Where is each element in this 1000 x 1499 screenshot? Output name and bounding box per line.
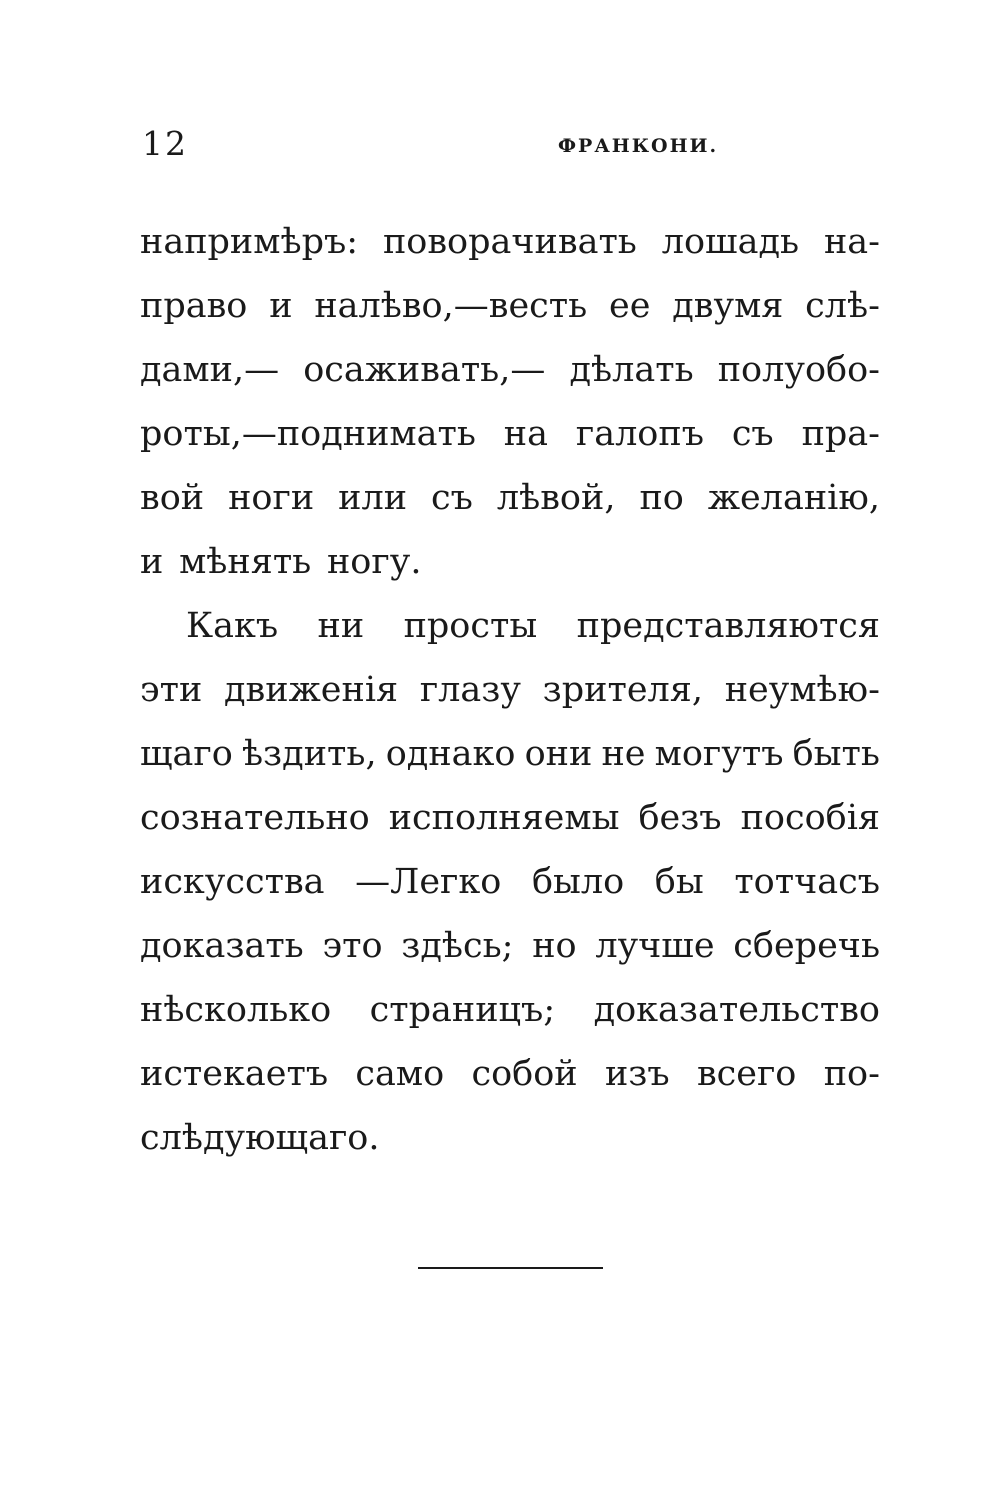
word: ноги <box>228 478 315 518</box>
word: или <box>338 478 408 518</box>
text-line <box>140 978 880 1042</box>
word: доказать <box>140 926 304 966</box>
word: сберечь <box>733 926 880 966</box>
text-line <box>140 338 880 402</box>
text-line <box>140 210 880 274</box>
word: Какъ <box>186 606 279 646</box>
text-line <box>140 722 880 786</box>
word: доказательство <box>593 990 880 1030</box>
word: эти <box>140 670 203 710</box>
word: было <box>531 862 625 902</box>
word: зрителя, <box>542 670 703 710</box>
text-line <box>140 786 880 850</box>
word: лошадь <box>661 222 800 262</box>
word: по <box>639 478 684 518</box>
word: пра- <box>801 414 880 454</box>
word: само <box>355 1054 445 1094</box>
word: мѣнять <box>179 542 312 582</box>
word: дѣлать <box>569 350 694 390</box>
word: страницъ; <box>369 990 556 1030</box>
word: на- <box>823 222 880 262</box>
word: и <box>269 286 293 326</box>
word: они <box>524 734 593 774</box>
word: представляются <box>576 606 880 646</box>
text-line <box>140 466 880 530</box>
word: съ <box>431 478 473 518</box>
word: просты <box>403 606 538 646</box>
word: лучше <box>595 926 715 966</box>
word: сознательно <box>140 798 370 838</box>
word: ногу. <box>326 542 422 582</box>
word: роты,—поднимать <box>140 414 476 454</box>
word: —Легко <box>355 862 502 902</box>
word: съ <box>731 414 774 454</box>
word: пособія <box>740 798 880 838</box>
word: лѣвой, <box>496 478 616 518</box>
text-line <box>140 914 880 978</box>
word: полуобо- <box>717 350 880 390</box>
word: галопъ <box>575 414 704 454</box>
word: изъ <box>604 1054 670 1094</box>
word: и <box>140 542 164 582</box>
word: не <box>601 734 646 774</box>
text-line <box>140 274 880 338</box>
word: но <box>532 926 577 966</box>
word: глазу <box>419 670 521 710</box>
word: всего <box>696 1054 797 1094</box>
text-line <box>140 1106 880 1170</box>
word: собой <box>471 1054 578 1094</box>
word: ее <box>608 286 651 326</box>
word: бы <box>654 862 704 902</box>
text-line <box>140 530 880 594</box>
paragraph <box>140 594 880 1170</box>
word: осаживать,— <box>303 350 546 390</box>
word: поворачивать <box>382 222 637 262</box>
page-number: 12 <box>142 124 188 163</box>
text-line <box>140 658 880 722</box>
word: напримѣръ: <box>140 222 359 262</box>
word: ѣздить, <box>241 734 377 774</box>
word: нѣсколько <box>140 990 332 1030</box>
word: это <box>322 926 383 966</box>
word: на <box>503 414 548 454</box>
word: безъ <box>638 798 722 838</box>
word: желанію, <box>707 478 880 518</box>
text-line <box>140 402 880 466</box>
word: истекаетъ <box>140 1054 329 1094</box>
word: щаго <box>140 734 233 774</box>
word: двумя <box>672 286 784 326</box>
word: право <box>140 286 248 326</box>
word: здѣсь; <box>401 926 514 966</box>
word: налѣво,—весть <box>314 286 588 326</box>
word: слѣдующаго. <box>140 1118 380 1158</box>
word: слѣ- <box>805 286 880 326</box>
word: вой <box>140 478 205 518</box>
word: искусства <box>140 862 325 902</box>
word: быть <box>792 734 880 774</box>
word: тотчасъ <box>734 862 880 902</box>
end-rule <box>418 1267 603 1269</box>
word: неумѣю- <box>724 670 880 710</box>
word: ни <box>317 606 365 646</box>
running-title: ФРАНКОНИ. <box>558 135 719 157</box>
word: однако <box>385 734 516 774</box>
word: движенія <box>224 670 399 710</box>
text-line <box>140 850 880 914</box>
word: могутъ <box>654 734 784 774</box>
page-header <box>140 120 880 170</box>
body-text <box>140 210 880 1170</box>
word: по- <box>823 1054 880 1094</box>
text-line <box>140 594 880 658</box>
paragraph <box>140 210 880 594</box>
word: дами,— <box>140 350 280 390</box>
word: исполняемы <box>388 798 620 838</box>
text-line <box>140 1042 880 1106</box>
